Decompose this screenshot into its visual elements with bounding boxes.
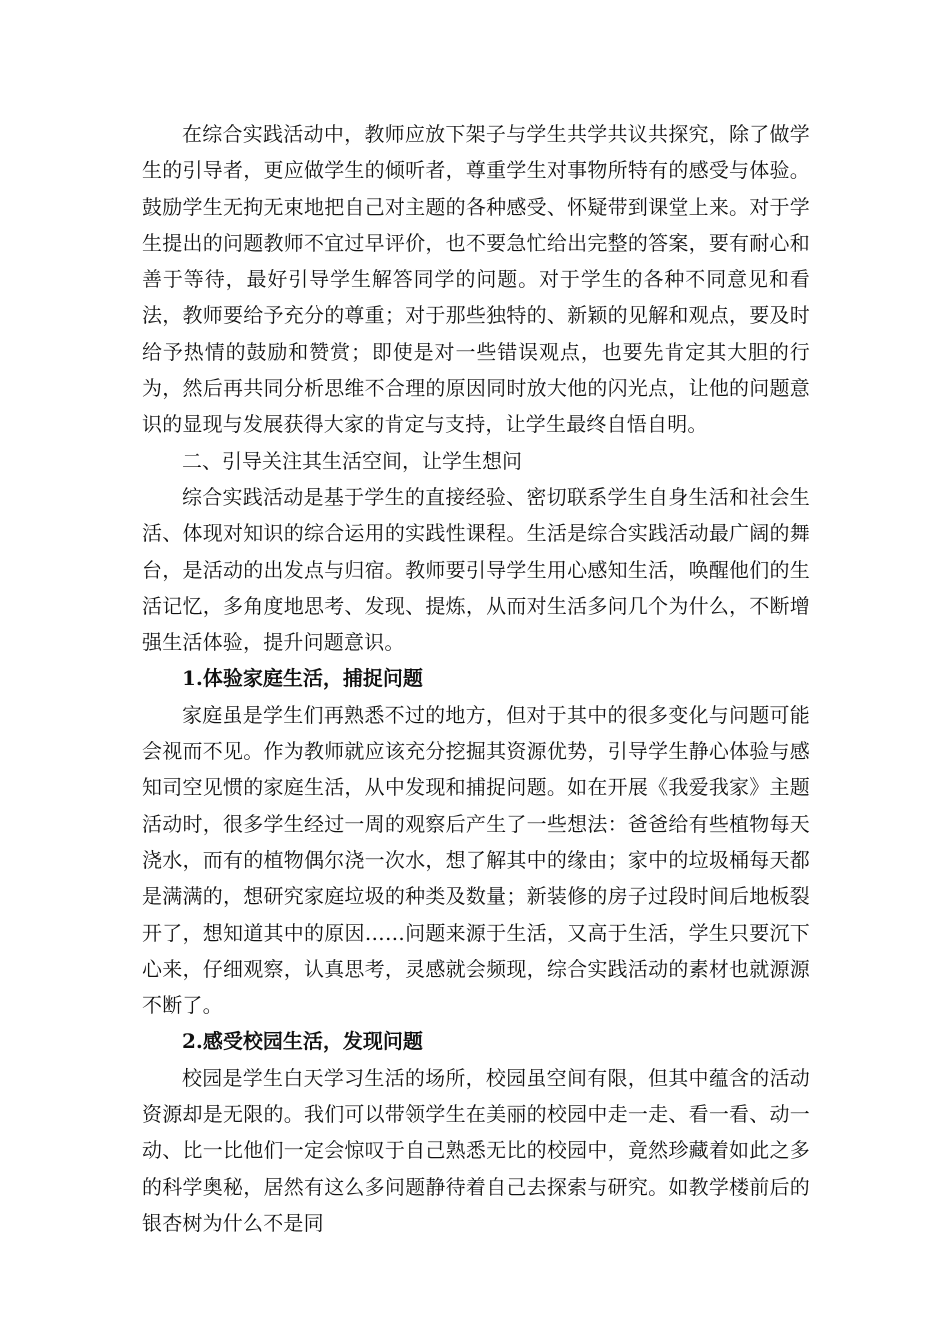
paragraph-family-life: 家庭虽是学生们再熟悉不过的地方，但对于其中的很多变化与问题可能会视而不见。作为教师就应该充分挖掘其资源优势，引导学生静心体验与感知司空见惯的家庭生活，从中发现和捕捉问题。如在开展《我爱我家》主题活动时，很多学生经过一周的观察后产生了一些想法：爸爸给有些植物每天浇水，而有的植物偶尔浇一次水，想了解其中的缘由；家中的垃圾桶每天都是满满的，想研究家庭垃圾的种类及数量；新装修的房子过段时间后地板裂开了，想知道其中的原因……问题来源于生活，又高于生活，学生只要沉下心来，仔细观察，认真思考，灵感就会频现，综合实践活动的素材也就源源不断了。 xyxy=(142,702,810,1018)
section-heading-life-space: 二、引导关注其生活空间，让学生想问 xyxy=(182,448,522,473)
subheading-family-life: 1.体验家庭生活，捕捉问题 xyxy=(182,666,423,691)
document-page xyxy=(142,116,810,1241)
subheading-campus-life: 2.感受校园生活，发现问题 xyxy=(182,1029,423,1054)
paragraph-teacher-role: 在综合实践活动中，教师应放下架子与学生共学共议共探究，除了做学生的引导者，更应做学生的倾听者，尊重学生对事物所特有的感受与体验。鼓励学生无拘无束地把自己对主题的各种感受、怀疑带到课堂上来。对于学生提出的问题教师不宜过早评价，也不要急忙给出完整的答案，要有耐心和善于等待，最好引导学生解答同学的问题。对于学生的各种不同意见和看法，教师要给予充分的尊重；对于那些独特的、新颖的见解和观点，要及时给予热情的鼓励和赞赏；即使是对一些错误观点，也要先肯定其大胆的行为，然后再共同分析思维不合理的原因同时放大他的闪光点，让他的问题意识的显现与发展获得大家的肯定与支持，让学生最终自悟自明。 xyxy=(142,122,810,437)
paragraph-practice-course: 综合实践活动是基于学生的直接经验、密切联系学生自身生活和社会生活、体现对知识的综合运用的实践性课程。生活是综合实践活动最广阔的舞台，是活动的出发点与归宿。教师要引导学生用心感知生活，唤醒他们的生活记忆，多角度地思考、发现、提炼，从而对生活多问几个为什么，不断增强生活体验，提升问题意识。 xyxy=(142,484,810,655)
paragraph-campus-life: 校园是学生白天学习生活的场所，校园虽空间有限，但其中蕴含的活动资源却是无限的。我们可以带领学生在美丽的校园中走一走、看一看、动一动、比一比他们一定会惊叹于自己熟悉无比的校园中，竟然珍藏着如此之多的科学奥秘，居然有这么多问题静待着自己去探索与研究。如教学楼前后的银杏树为什么不是同 xyxy=(142,1065,810,1235)
